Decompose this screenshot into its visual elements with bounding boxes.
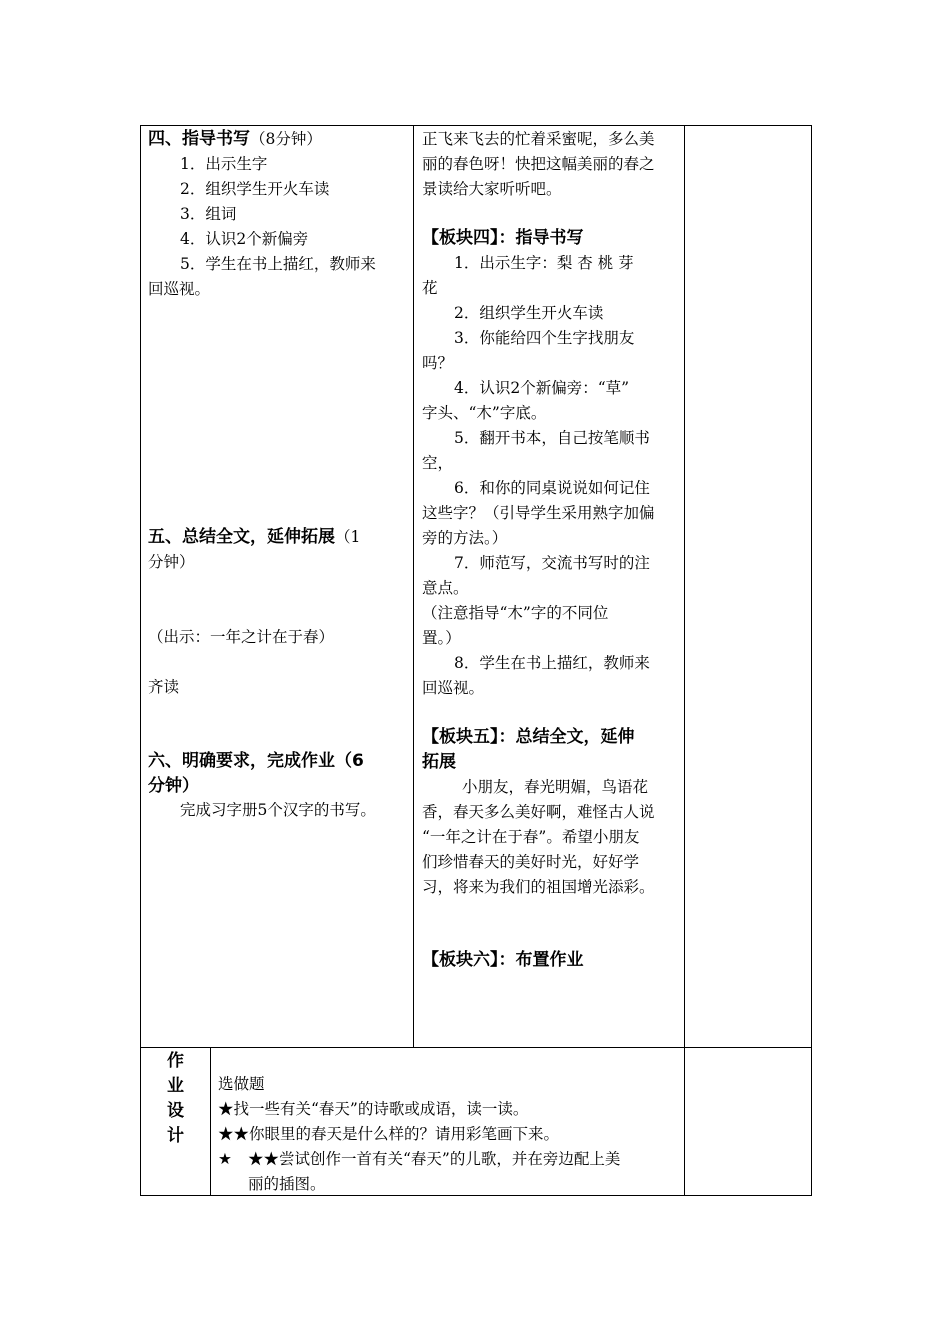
block5-title: 【板块五】：总结全文，延伸 (422, 727, 635, 747)
middle-column (422, 125, 682, 1045)
block4-line: 5．翻开书本，自己按笔顺书 (454, 429, 650, 447)
block4-line: 吗？ (422, 354, 454, 372)
block4-line: 回巡视。 (422, 679, 485, 697)
section6-task: 完成习字册5个汉字的书写。 (180, 801, 376, 819)
block4-line: 花 (422, 279, 438, 297)
block5-line: 们珍惜春天的美好时光，好好学 (422, 853, 640, 871)
block4-line: 8．学生在书上描红，教师来 (454, 654, 650, 672)
section5-title (148, 525, 360, 550)
block4-line: 6．和你的同桌说说如何记住 (454, 479, 650, 497)
block5-title-cont: 拓展 (422, 752, 456, 772)
section4-title-time: （8分钟） (250, 130, 322, 148)
block5-line: 小朋友，春光明媚，鸟语花 (462, 778, 649, 796)
homework-item: ★★你眼里的春天是什么样的？请用彩笔画下来。 (218, 1125, 560, 1143)
block4-line: 4．认识2个新偏旁：“草” (454, 379, 630, 397)
block4-title: 【板块四】：指导书写 (422, 228, 584, 248)
block4-line: 字头、“木”字底。 (422, 404, 547, 422)
block5-line: 习，将来为我们的祖国增光添彩。 (422, 878, 655, 896)
homework-label (141, 1047, 210, 1195)
section4-item: 1．出示生字 (180, 155, 268, 173)
section5-show: （出示：一年之计在于春） (148, 628, 335, 646)
homework-item-star: ★ (218, 1150, 232, 1168)
section5-title-time: （1 (335, 528, 361, 546)
section4-title-bold: 四、指导书写 (148, 129, 250, 149)
table-right-border (811, 125, 812, 1196)
section4-title (148, 127, 322, 152)
intro-line: 正飞来飞去的忙着采蜜呢，多么美 (422, 130, 655, 148)
section6-title: 六、明确要求，完成作业（6 (148, 751, 364, 771)
section5-title-bold: 五、总结全文，延伸拓展 (148, 527, 335, 547)
homework-item: ★★尝试创作一首有关“春天”的儿歌，并在旁边配上美 (248, 1150, 621, 1168)
block4-line: 7．师范写，交流书写时的注 (454, 554, 650, 572)
col-divider-2 (684, 125, 685, 1196)
table-bottom-border (140, 1195, 812, 1196)
block5-line: 香，春天多么美好啊，难怪古人说 (422, 803, 655, 821)
homework-label-divider (210, 1047, 211, 1196)
homework-label-char: 作 (167, 1051, 184, 1071)
table-left-border (140, 125, 141, 1196)
intro-line: 景读给大家听听吧。 (422, 180, 562, 198)
block4-line: 空， (422, 454, 454, 472)
section4-item-cont: 回巡视。 (148, 280, 211, 298)
section4-item: 4．认识2个新偏旁 (180, 230, 309, 248)
block4-line: （注意指导“木”字的不同位 (422, 604, 609, 622)
homework-label-char: 设 (167, 1101, 184, 1121)
intro-line: 丽的春色呀！快把这幅美丽的春之 (422, 155, 655, 173)
block6-title: 【板块六】：布置作业 (422, 950, 584, 970)
section5-title-cont: 分钟） (148, 553, 195, 571)
section4-item: 5．学生在书上描红，教师来 (180, 255, 376, 273)
homework-heading: 选做题 (218, 1075, 265, 1093)
homework-item: ★找一些有关“春天”的诗歌或成语，读一读。 (218, 1100, 529, 1118)
block4-line: 1．出示生字：梨 杏 桃 芽 (454, 254, 634, 272)
block4-line: 这些字？（引导学生采用熟字加偏 (422, 504, 655, 522)
block4-line: 意点。 (422, 579, 469, 597)
block4-line: 2．组织学生开火车读 (454, 304, 604, 322)
col-divider-1 (413, 125, 414, 1047)
section6-title-cont: 分钟） (148, 776, 199, 796)
homework-content (218, 1047, 682, 1195)
block4-line: 旁的方法。） (422, 529, 508, 547)
homework-label-char: 计 (167, 1126, 184, 1146)
section4-item: 2．组织学生开火车读 (180, 180, 330, 198)
left-column (148, 125, 410, 1045)
section4-item: 3．组词 (180, 205, 237, 223)
homework-item-cont: 丽的插图。 (248, 1175, 326, 1193)
homework-label-char: 业 (167, 1076, 184, 1096)
block4-line: 3．你能给四个生字找朋友 (454, 329, 635, 347)
section5-read: 齐读 (148, 678, 180, 696)
block4-line: 置。） (422, 629, 461, 647)
block5-line: “一年之计在于春”。希望小朋友 (422, 828, 640, 846)
